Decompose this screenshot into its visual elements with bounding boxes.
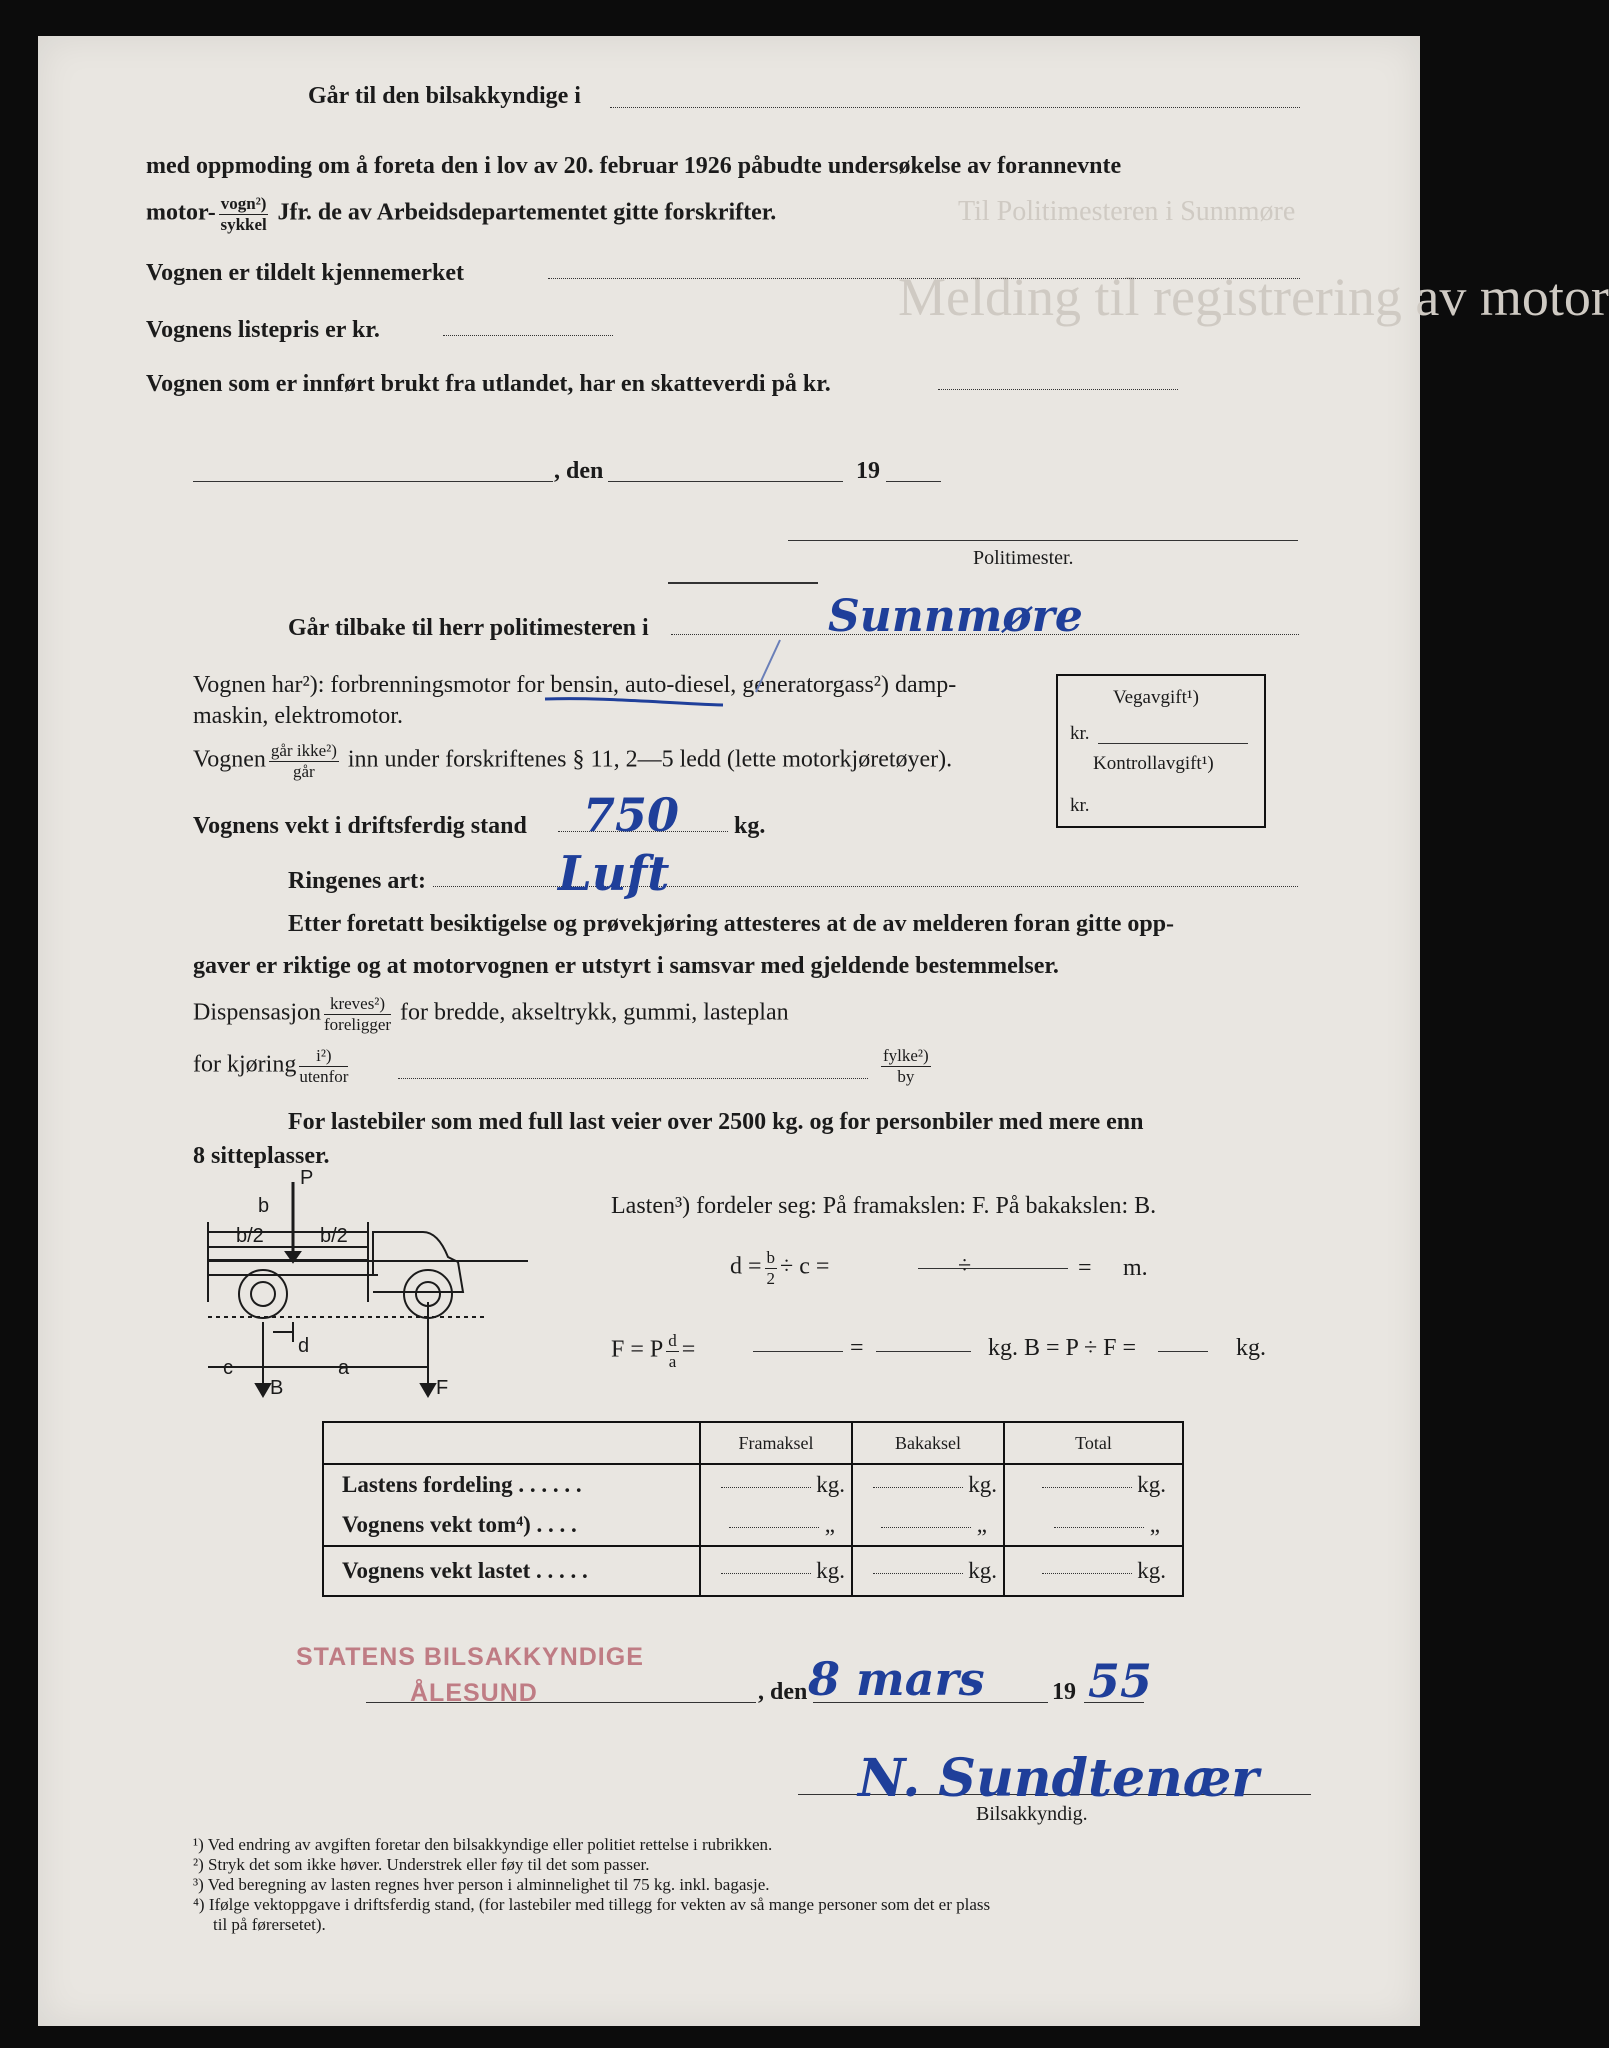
field-B[interactable] — [1158, 1351, 1208, 1352]
text-kjennemerket: Vognen er tildelt kjennemerket — [146, 260, 464, 286]
text-lastebiler-1: For lastebiler som med full last veier over 2500 kg. og for personbiler med mere enn — [288, 1109, 1144, 1135]
cell-unit: kg. — [816, 1472, 845, 1497]
weight-distribution-table — [322, 1421, 1184, 1597]
formula-B-unit: kg. — [1236, 1335, 1266, 1361]
cell-unit: kg. — [968, 1558, 997, 1583]
field-vegavgift[interactable] — [1098, 743, 1248, 744]
cell-input[interactable] — [881, 1527, 971, 1528]
ink-underline-bensin — [543, 691, 728, 711]
text-skatteverdi: Vognen som er innført brukt fra utlandet, har en skatteverdi på kr. — [146, 371, 831, 397]
label-B: B — [270, 1377, 284, 1399]
cell-input[interactable] — [1042, 1573, 1132, 1574]
footnote: ³) Ved beregning av lasten regnes hver person i alminnelighet til 75 kg. inkl. bagasje. — [193, 1875, 770, 1894]
field-bilsakkyndige[interactable] — [610, 107, 1300, 108]
field-year[interactable] — [886, 481, 941, 482]
text-etter-2: gaver er riktige og at motorvognen er utstyrt i samsvar med gjeldende bestemmelser. — [193, 953, 1059, 979]
label-a: a — [338, 1357, 350, 1379]
label-b2-left: b/2 — [236, 1225, 264, 1247]
table-row — [323, 1464, 1183, 1505]
formula-F-eq: = — [850, 1335, 864, 1361]
show-through-text: Melding til registrering av motor — [898, 267, 1609, 327]
handwritten-ring: Luft — [558, 846, 670, 902]
cell-input[interactable] — [721, 1573, 811, 1574]
fee-kontroll-label: Kontrollavgift¹) — [1093, 753, 1214, 774]
field-kjennemerket[interactable] — [548, 278, 1300, 279]
cell-unit: „ — [976, 1512, 987, 1537]
text-vekt-unit: kg. — [734, 813, 766, 839]
truck-load-diagram — [198, 1162, 618, 1402]
text-vekt: Vognens vekt i driftsferdig stand — [193, 813, 527, 839]
label-F: F — [436, 1377, 449, 1399]
text-lasten: Lasten³) fordeler seg: På framakslen: F. På bakakslen: B. — [611, 1193, 1157, 1219]
ink-strike-mark — [748, 636, 788, 696]
show-through-text: Til Politimesteren i Sunnmøre — [958, 196, 1296, 227]
cell-input[interactable] — [1042, 1487, 1132, 1488]
row-label: Vognens vekt tom⁴) . . . . — [342, 1512, 577, 1537]
field-listepris[interactable] — [443, 335, 613, 336]
label-b2-right: b/2 — [320, 1225, 348, 1247]
separator-line — [668, 582, 818, 584]
field-place[interactable] — [193, 481, 553, 482]
text-bilsakkyndig: Bilsakkyndig. — [976, 1803, 1088, 1825]
text-lastebiler-2: 8 sitteplasser. — [193, 1143, 330, 1169]
cell-unit: kg. — [816, 1558, 845, 1583]
text-politimester: Politimester. — [973, 547, 1074, 569]
cell-input[interactable] — [729, 1527, 819, 1528]
text-motor-type-2: maskin, elektromotor. — [193, 703, 403, 729]
handwritten-signature: N. Sundtenær — [858, 1748, 1259, 1809]
fee-box — [1056, 674, 1266, 828]
cell-input[interactable] — [721, 1487, 811, 1488]
footnote: ⁴) Ifølge vektoppgave i driftsferdig stand, (for lastebiler med tillegg for vekten av så mange personer som det er plass — [193, 1895, 991, 1914]
cell-input[interactable] — [1054, 1527, 1144, 1528]
stamp-line-1: STATENS BILSAKKYNDIGE — [296, 1643, 644, 1671]
text-den: , den — [554, 458, 604, 484]
text-etter-1: Etter foretatt besiktigelse og prøvekjøring attesteres at de av melderen foran gitte opp- — [288, 911, 1175, 937]
footnote: ¹) Ved endring av avgiften foretar den bilsakkyndige eller politiet rettelse i rubrikken. — [193, 1835, 773, 1854]
formula-div: ÷ — [958, 1253, 972, 1279]
label-P: P — [300, 1167, 314, 1189]
text-motor-type: Vognen har²): forbrenningsmotor for bensin, auto-diesel, generatorgass²) damp- — [193, 672, 957, 698]
text-dispensasjon: Dispensasjon $\frac{\text{kreves²)}}{\text{foreligger}}$ for bredde, akseltrykk, gummi, lasteplan — [193, 994, 789, 1034]
formula-B: kg. B = P ÷ F = — [988, 1335, 1137, 1361]
label-d: d — [298, 1335, 310, 1357]
text-ringenes-art: Ringenes art: — [288, 868, 426, 894]
field-sign-place[interactable] — [366, 1702, 756, 1703]
field-date[interactable] — [608, 481, 843, 482]
text-tilbake: Går tilbake til herr politimesteren i — [288, 615, 649, 641]
text-gaar-til: Går til den bilsakkyndige i — [308, 83, 581, 109]
fee-kr-label: kr. — [1070, 723, 1090, 744]
handwritten-place: Sunnmøre — [828, 591, 1083, 642]
cell-unit: „ — [824, 1512, 835, 1537]
formula-d: d = $\frac{b}{2}$ ÷ c = — [730, 1248, 830, 1288]
fee-kr-label: kr. — [1070, 795, 1090, 816]
text-oppmoding: med oppmoding om å foreta den i lov av 20. februar 1926 påbudte undersøkelse av forannevnte — [146, 153, 1122, 179]
handwritten-date: 8 mars — [808, 1652, 985, 1706]
cell-input[interactable] — [873, 1573, 963, 1574]
field-kjoring[interactable] — [398, 1078, 868, 1079]
text-listepris: Vognens listepris er kr. — [146, 317, 380, 343]
formula-F: F = P $\frac{d}{a}$ = — [611, 1331, 696, 1371]
text-sign-den: , den — [758, 1679, 808, 1705]
row-label: Lastens fordeling . . . . . . — [342, 1472, 582, 1497]
text-kjoring: for kjøring $\frac{\text{i²)}}{\text{utenfor}}$ — [193, 1046, 349, 1086]
handwritten-vekt: 750 — [583, 788, 680, 842]
label-c: c — [223, 1357, 233, 1379]
field-d-2[interactable] — [998, 1268, 1068, 1269]
text-motor-line: motor- $\frac{\text{vogn²)}}{\text{sykkel}}$ Jfr. de av Arbeidsdepartementet gitte forskrifter. — [146, 194, 777, 234]
formula-eq: = — [1078, 1255, 1092, 1281]
header-total: Total — [1004, 1422, 1183, 1464]
table-row — [323, 1546, 1183, 1596]
cell-unit: kg. — [1137, 1472, 1166, 1497]
cell-unit: kg. — [968, 1472, 997, 1497]
formula-d-unit: m. — [1123, 1255, 1148, 1281]
field-F-1[interactable] — [753, 1351, 843, 1352]
cell-unit: „ — [1149, 1512, 1160, 1537]
table-row — [323, 1505, 1183, 1546]
fee-vegavgift-label: Vegavgift¹) — [1113, 687, 1199, 708]
cell-input[interactable] — [873, 1487, 963, 1488]
field-politimester-sign[interactable] — [788, 540, 1298, 541]
text-fylke-by: $\frac{\text{fylke²)}}{by}$ — [883, 1046, 929, 1086]
header-bakaksel: Bakaksel — [852, 1422, 1004, 1464]
handwritten-year: 55 — [1088, 1654, 1153, 1708]
field-skatteverdi[interactable] — [938, 389, 1178, 390]
row-label: Vognens vekt lastet . . . . . — [342, 1558, 588, 1583]
document-page — [38, 36, 1609, 2026]
footnote: til på førersetet). — [213, 1915, 326, 1934]
header-framaksel: Framaksel — [700, 1422, 852, 1464]
field-F-2[interactable] — [876, 1351, 971, 1352]
text-19: 19 — [856, 458, 880, 484]
cell-unit: kg. — [1137, 1558, 1166, 1583]
text-sign-19: 19 — [1052, 1679, 1076, 1705]
label-b: b — [258, 1195, 270, 1217]
footnote: ²) Stryk det som ikke høver. Understrek eller føy til det som passer. — [193, 1855, 650, 1874]
stamp-line-2: ÅLESUND — [410, 1679, 538, 1707]
text-gaar-ikke: Vognen $\frac{\text{går ikke²)}}{\text{går}}$ inn under forskriftenes § 11, 2—5 ledd (lette motorkjøretøyer). — [193, 741, 953, 781]
